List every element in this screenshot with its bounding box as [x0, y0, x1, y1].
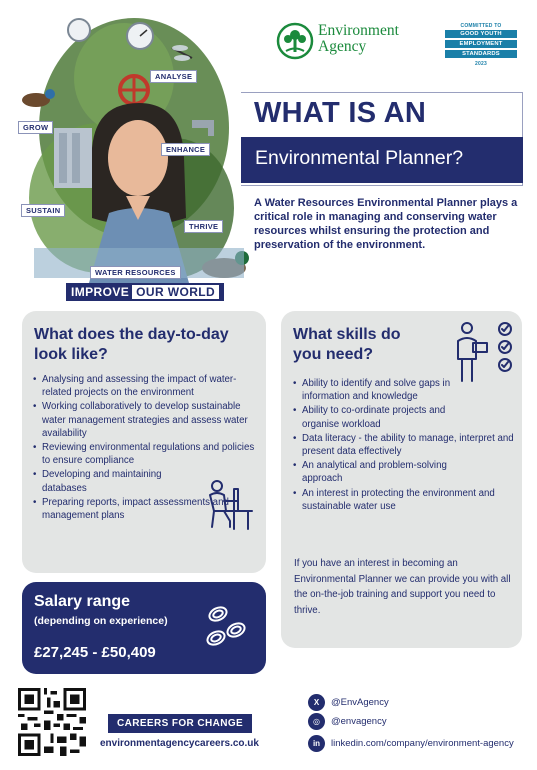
tag-thrive: THRIVE — [184, 220, 223, 233]
social-instagram[interactable] — [308, 713, 387, 730]
logo-text — [318, 23, 399, 55]
title-line2: Environmental Planner? — [241, 137, 523, 183]
skills-title — [293, 325, 401, 365]
header-collage — [14, 8, 254, 298]
list-item: • Preparing reports, impact assessments and management plans — [33, 496, 238, 522]
social-linkedin[interactable] — [308, 735, 514, 752]
salary-title: Salary range — [34, 593, 131, 610]
skills-title-line2: you need? — [293, 346, 374, 363]
skills-panel — [281, 311, 522, 648]
list-item: • Data literacy - the ability to manage, interpret and present data effectively — [293, 432, 519, 458]
our-world-label: OUR WORLD — [132, 285, 219, 299]
list-item: • Ability to identify and solve gaps in information and knowledge — [293, 377, 471, 403]
tag-sustain: SUSTAIN — [21, 204, 65, 217]
social-x-handle: @EnvAgency — [331, 697, 389, 708]
list-item: • Analysing and assessing the impact of water-related projects on the environment — [33, 373, 259, 399]
badge-line4: STANDARDS — [445, 50, 517, 58]
intro-text: A Water Resources Environmental Planner plays a critical role in managing and conserving water resources whilst ensuring the protection and preservation of the environment. — [254, 197, 518, 251]
tag-enhance: ENHANCE — [161, 143, 210, 156]
list-item: • Ability to co-ordinate projects and organise workload — [293, 404, 483, 430]
badge-line2: GOOD YOUTH — [445, 30, 517, 38]
badge-line1: COMMITTED TO — [460, 23, 502, 29]
tag-grow: GROW — [18, 121, 53, 134]
salary-panel — [22, 582, 266, 674]
improve-our-world-banner — [66, 283, 224, 301]
day-to-day-panel — [22, 311, 266, 573]
social-linkedin-url: linkedin.com/company/environment-agency — [331, 738, 514, 749]
careers-for-change-label: CAREERS FOR CHANGE — [108, 714, 252, 733]
social-instagram-handle: @envagency — [331, 716, 387, 727]
day-to-day-title — [34, 325, 229, 365]
instagram-icon: ◎ — [308, 713, 325, 730]
collage-illustration — [14, 8, 254, 298]
salary-range: £27,245 - £50,409 — [34, 644, 156, 661]
badge-line3: EMPLOYMENT — [445, 40, 517, 48]
tree-icon — [276, 22, 314, 60]
tag-analyse: ANALYSE — [150, 70, 197, 83]
qr-code[interactable] — [18, 688, 86, 756]
list-item: • Working collaboratively to develop sustainable water management strategies and assess water availability — [33, 400, 259, 440]
list-item: • Developing and maintaining databases — [33, 468, 193, 494]
improve-label: IMPROVE — [71, 285, 130, 299]
coins-icon — [204, 604, 250, 650]
day-to-day-title-line1: What does the day-to-day — [34, 326, 229, 343]
linkedin-icon: in — [308, 735, 325, 752]
day-to-day-title-line2: look like? — [34, 346, 108, 363]
tag-water-resources: WATER RESOURCES — [90, 266, 181, 279]
careers-website-link[interactable]: environmentagencycareers.co.uk — [100, 738, 259, 749]
youth-employment-badge — [445, 22, 517, 70]
salary-subtitle: (depending on experience) — [34, 615, 168, 627]
title-line1: WHAT IS AN — [254, 97, 427, 129]
skills-title-line1: What skills do — [293, 326, 401, 343]
skills-list — [293, 377, 519, 514]
environment-agency-logo — [276, 22, 436, 62]
list-item: • An analytical and problem-solving approach — [293, 459, 483, 485]
checklist-person-icon — [453, 319, 515, 385]
logo-line2: Agency — [318, 38, 367, 55]
social-x[interactable] — [308, 694, 389, 711]
x-icon: X — [308, 694, 325, 711]
logo-line1: Environment — [318, 22, 399, 39]
list-item: • Reviewing environmental regulations and policies to ensure compliance — [33, 441, 259, 467]
skills-paragraph: If you have an interest in becoming an Environmental Planner we can provide you with all the on-the-job training and support you need to thrive. — [294, 558, 511, 616]
list-item: • An interest in protecting the environment and sustainable water use — [293, 487, 519, 513]
badge-year: 2023 — [475, 61, 487, 67]
person-at-desk-icon — [204, 477, 256, 533]
